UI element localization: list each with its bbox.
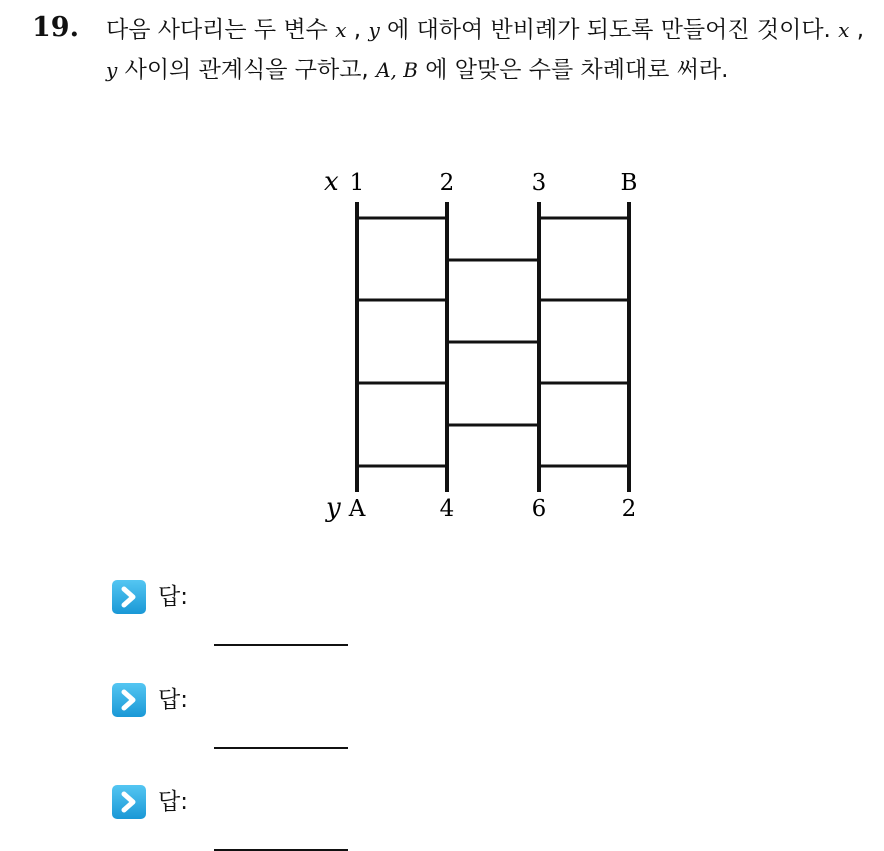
ladder-bottom-label: 4 [439,496,455,522]
chevron-right-icon [112,785,146,819]
ladder-top-label: 2 [439,170,455,196]
variable-ab: A, B [376,58,418,82]
answer-blank[interactable] [214,620,348,646]
question-text-part: , [346,17,369,43]
ladder-top-label: 3 [531,170,547,196]
question-text-part: 에 알맞은 수를 차례대로 써라. [417,57,729,83]
chevron-right-icon [112,785,146,819]
answer-label: 답: [158,687,188,713]
answer-label: 답: [158,789,188,815]
ladder-top-label: B [620,170,638,196]
ladder-x-label: x [324,167,339,197]
variable-y: y [368,18,380,42]
question-text-part: 다음 사다리는 두 변수 [106,17,336,43]
question-text-part: 에 대하여 반비례가 되도록 만들어진 것이다. [379,17,839,43]
ladder-bottom-label: 2 [621,496,637,522]
chevron-right-icon [112,683,146,717]
chevron-right-icon [112,683,146,717]
answer-label: 답: [158,584,188,610]
question-text-part: 사이의 관계식을 구하고, [117,57,377,83]
answer-blank[interactable] [214,825,348,851]
question-text-part: , [849,17,865,43]
ladder-bottom-label: A [348,496,366,522]
chevron-right-icon [112,580,146,614]
chevron-right-icon [112,580,146,614]
variable-x: x [335,18,347,42]
question-number: 19. [32,12,79,43]
answer-blank[interactable] [214,723,348,749]
ladder-top-label: 1 [349,170,365,196]
variable-x: x [838,18,850,42]
ladder-bottom-label: 6 [531,496,547,522]
ladder-y-label: y [326,493,341,523]
variable-y: y [106,58,118,82]
